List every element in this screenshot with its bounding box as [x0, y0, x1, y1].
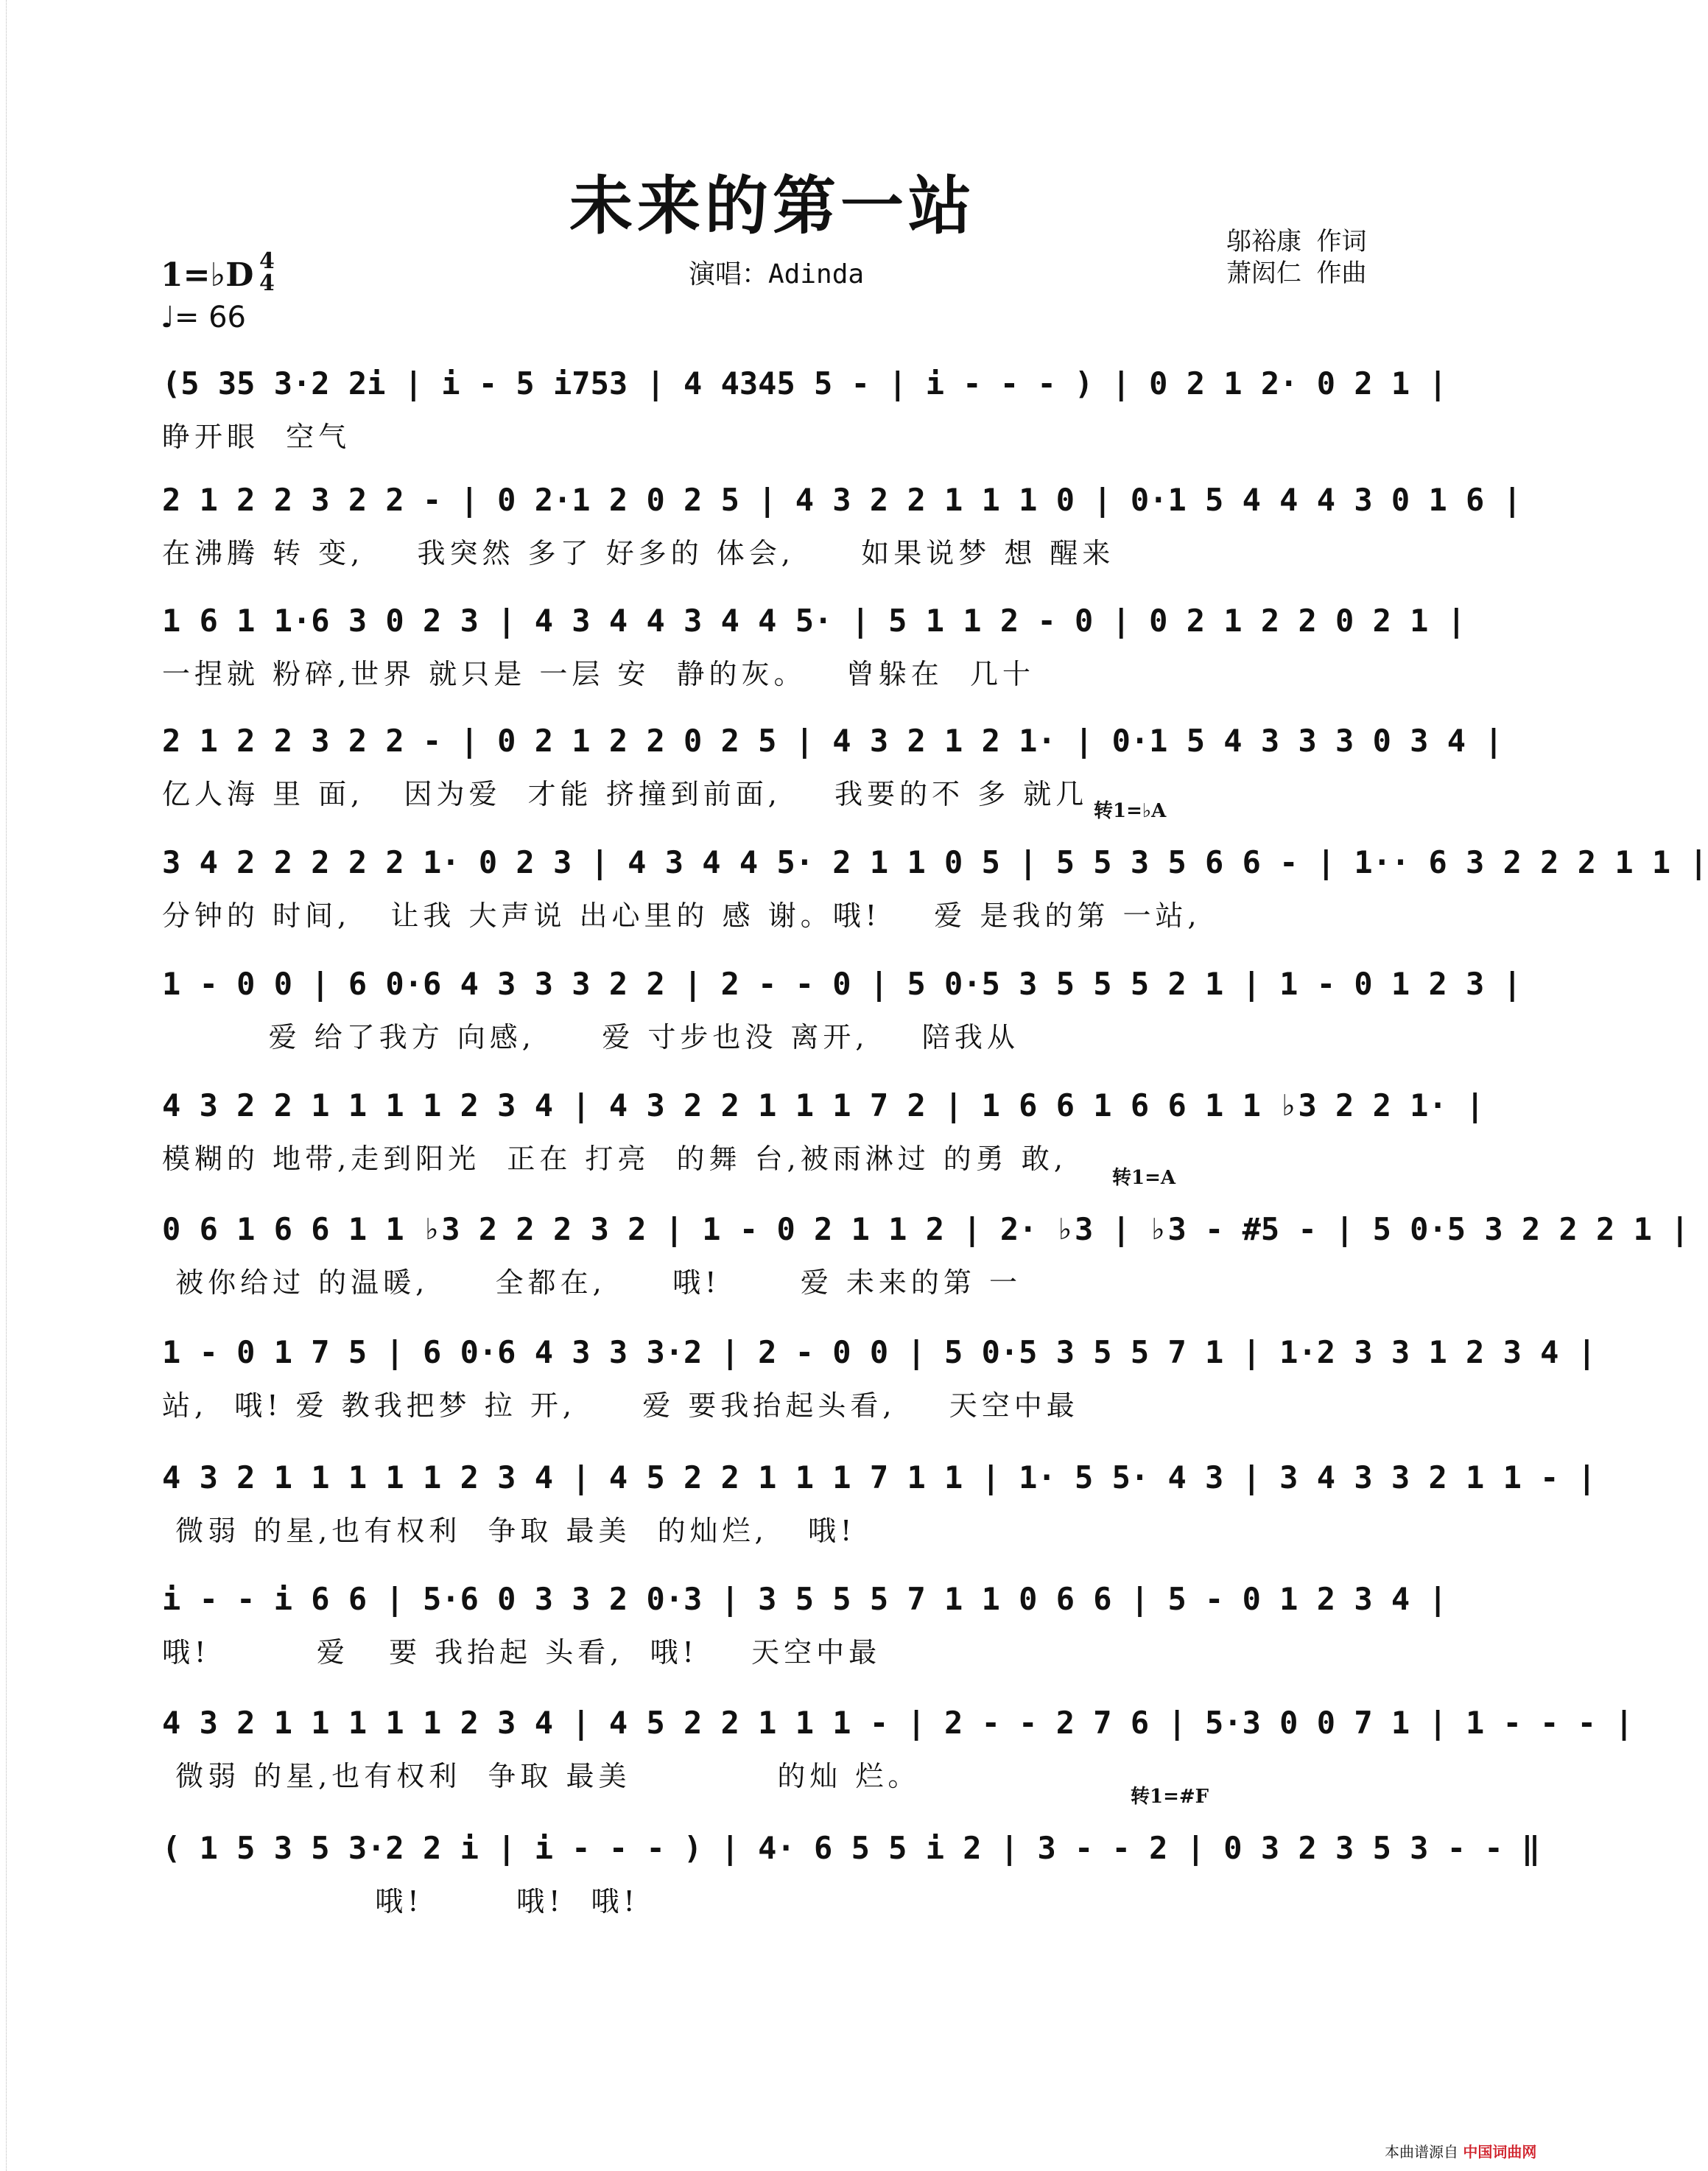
- notation-row: 1 - 0 0 | 6 0·6 4 3 3 3 2 2 | 2 - - 0 | 5 0·5 3 5 5 5 2 1 | 1 - 0 1 2 3 |: [162, 965, 1522, 1002]
- lyrics-row: 哦! 爱 要 我抬起 头看, 哦! 天空中最: [162, 1636, 882, 1669]
- lyrics-row: 微弱 的星,也有权利 争取 最美 的灿烂, 哦!: [162, 1515, 857, 1547]
- lyrics-row: 在沸腾 转 变, 我突然 多了 好多的 体会, 如果说梦 想 醒来: [162, 537, 1115, 569]
- notation-row: 1 - 0 1 7 5 | 6 0·6 4 3 3 3·2 | 2 - 0 0 | 5 0·5 3 5 5 7 1 | 1·2 3 3 1 2 3 4 |: [162, 1333, 1597, 1370]
- notation-row: 3 4 2 2 2 2 2 1· 0 2 3 | 4 3 4 4 5· 2 1 1 0 5 | 5 5 3 5 6 6 - | 1·· 6 3 2 2 2 1 1 |: [162, 844, 1708, 880]
- tempo-marking: ♩= 66: [161, 301, 246, 334]
- lyrics-row: 被你给过 的温暖, 全都在, 哦! 爱 未来的第 一: [162, 1266, 1022, 1299]
- song-title: 未来的第一站: [569, 169, 976, 243]
- time-signature-bottom: 4: [259, 270, 275, 296]
- time-signature: [259, 250, 275, 295]
- notation-row: 1 6 1 1·6 3 0 2 3 | 4 3 4 4 3 4 4 5· | 5 1 1 2 - 0 | 0 2 1 2 2 0 2 1 |: [162, 602, 1466, 639]
- key-change-marking: 转1=♭A: [1094, 800, 1167, 822]
- notation-row: 4 3 2 1 1 1 1 1 2 3 4 | 4 5 2 2 1 1 1 - | 2 - - 2 7 6 | 5·3 0 0 7 1 | 1 - - - |: [162, 1704, 1634, 1741]
- time-signature-top: 4: [259, 248, 275, 274]
- notation-row: 4 3 2 1 1 1 1 1 2 3 4 | 4 5 2 2 1 1 1 7 1 1 | 1· 5 5· 4 3 | 3 4 3 3 2 1 1 - |: [162, 1459, 1597, 1495]
- key-change-marking: 转1=A: [1112, 1167, 1176, 1189]
- lyrics-row: 睁开眼 空气: [162, 421, 351, 453]
- notation-row: ( 1 5 3 5 3·2 2 i | i - - - ) | 4· 6 5 5 i 2 | 3 - - 2 | 0 3 2 3 5 3 - - ‖: [162, 1829, 1541, 1866]
- lyricist-credit: 邬裕康 作词: [1226, 227, 1367, 256]
- composer-credit: 萧闳仁 作曲: [1226, 259, 1367, 288]
- lyrics-row: 哦! 哦! 哦!: [162, 1885, 639, 1918]
- notation-row: (5 35 3·2 2i | i - 5 i753 | 4 4345 5 - | i - - - ) | 0 2 1 2· 0 2 1 |: [162, 365, 1447, 401]
- lyrics-row: 亿人海 里 面, 因为爱 才能 挤撞到前面, 我要的不 多 就几: [162, 778, 1089, 810]
- source-site: 中国词曲网: [1463, 2143, 1537, 2161]
- key-change-marking: 转1=#F: [1131, 1786, 1209, 1808]
- notation-row: 4 3 2 2 1 1 1 1 2 3 4 | 4 3 2 2 1 1 1 7 2 | 1 6 6 1 6 6 1 1 ♭3 2 2 1· |: [162, 1087, 1485, 1123]
- lyrics-row: 微弱 的星,也有权利 争取 最美 的灿 烂。: [162, 1760, 921, 1792]
- lyrics-row: 分钟的 时间, 让我 大声说 出心里的 感 谢。哦! 爱 是我的第 一站,: [162, 899, 1201, 932]
- notation-row: i - - i 6 6 | 5·6 0 3 3 2 0·3 | 3 5 5 5 7 1 1 0 6 6 | 5 - 0 1 2 3 4 |: [162, 1580, 1447, 1617]
- page-edge-watermark: [6, 0, 10, 2171]
- singer-credit: 演唱：Adinda: [689, 259, 865, 290]
- source-footer: [1385, 2140, 1536, 2161]
- lyrics-row: 站, 哦! 爱 教我把梦 拉 开, 爱 要我抬起头看, 天空中最: [162, 1389, 1079, 1422]
- notation-row: 0 6 1 6 6 1 1 ♭3 2 2 2 3 2 | 1 - 0 2 1 1 2 | 2· ♭3 | ♭3 - #5 - | 5 0·5 3 2 2 2 1 |: [162, 1210, 1690, 1247]
- lyrics-row: 一捏就 粉碎,世界 就只是 一层 安 静的灰。 曾躲在 几十: [162, 658, 1035, 690]
- source-note: 本曲谱源自: [1385, 2143, 1458, 2161]
- lyrics-row: 模糊的 地带,走到阳光 正在 打亮 的舞 台,被雨淋过 的勇 敢,: [162, 1143, 1067, 1175]
- notation-row: 2 1 2 2 3 2 2 - | 0 2·1 2 0 2 5 | 4 3 2 2 1 1 1 0 | 0·1 5 4 4 4 3 0 1 6 |: [162, 481, 1522, 518]
- notation-row: 2 1 2 2 3 2 2 - | 0 2 1 2 2 0 2 5 | 4 3 2 1 2 1· | 0·1 5 4 3 3 3 0 3 4 |: [162, 722, 1503, 759]
- lyrics-row: 爱 给了我方 向感, 爱 寸步也没 离开, 陪我从: [162, 1021, 1019, 1053]
- key-signature: 1=♭D: [161, 256, 254, 294]
